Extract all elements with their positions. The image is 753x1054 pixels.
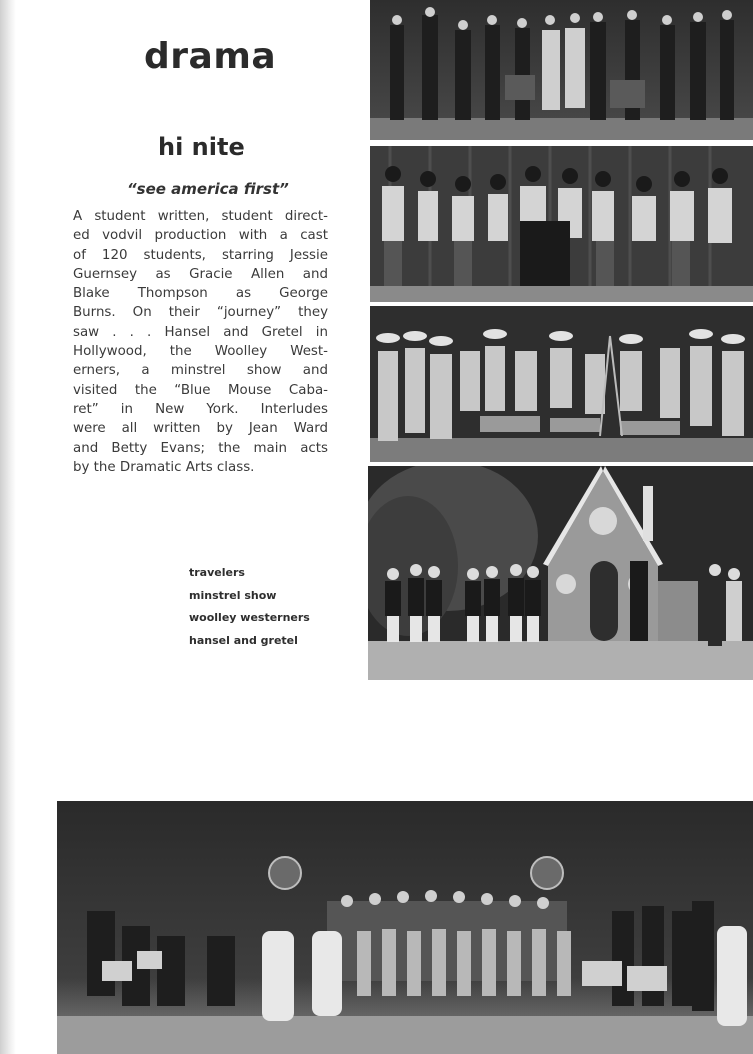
body-line: by the Dramatic Arts class. — [73, 459, 255, 475]
photo-hansel-and-gretel-illustration — [368, 466, 753, 680]
body-line: were all written by Jean Ward — [73, 421, 328, 437]
production-tagline: “see america first” — [127, 180, 289, 198]
photo-blue-mouse-cabaret — [57, 801, 753, 1054]
body-line: erners, a minstrel show and — [73, 363, 328, 379]
caption-woolley-westerners: woolley westerners — [189, 611, 310, 624]
body-line: Guernsey as Gracie Allen and — [73, 266, 328, 282]
photo-captions — [189, 562, 310, 652]
photo-woolley-westerners — [370, 306, 753, 462]
page-binding-edge — [0, 0, 16, 1054]
photo-travelers — [370, 0, 753, 140]
body-line: A student written, student direct- — [73, 209, 328, 224]
photo-woolley-westerners-illustration — [370, 306, 753, 462]
body-line: ret” in New York. Interludes — [73, 401, 328, 417]
page-title: drama — [144, 36, 277, 77]
caption-minstrel-show: minstrel show — [189, 588, 277, 602]
section-subtitle: hi nite — [158, 133, 245, 161]
photo-minstrel-show — [370, 146, 753, 302]
body-line: and Betty Evans; the main acts — [73, 440, 328, 456]
photo-hansel-and-gretel — [368, 466, 753, 680]
caption-hansel-and-gretel: hansel and gretel — [189, 633, 298, 647]
photo-blue-mouse-cabaret-illustration — [57, 801, 753, 1054]
body-line: Blake Thompson as George — [73, 286, 328, 302]
photo-travelers-illustration — [370, 0, 753, 140]
photo-minstrel-show-illustration — [370, 146, 753, 302]
caption-travelers: travelers — [189, 566, 245, 579]
body-line: saw . . . Hansel and Gretel in — [73, 324, 328, 340]
body-line: of 120 students, starring Jessie — [73, 247, 328, 263]
body-line: Burns. On their “journey” they — [73, 305, 328, 321]
body-line: ed vodvil production with a cast — [73, 228, 328, 244]
body-line: visited the “Blue Mouse Caba- — [73, 382, 328, 398]
body-line: Hollywood, the Woolley West- — [73, 344, 328, 360]
article-body — [73, 207, 328, 477]
